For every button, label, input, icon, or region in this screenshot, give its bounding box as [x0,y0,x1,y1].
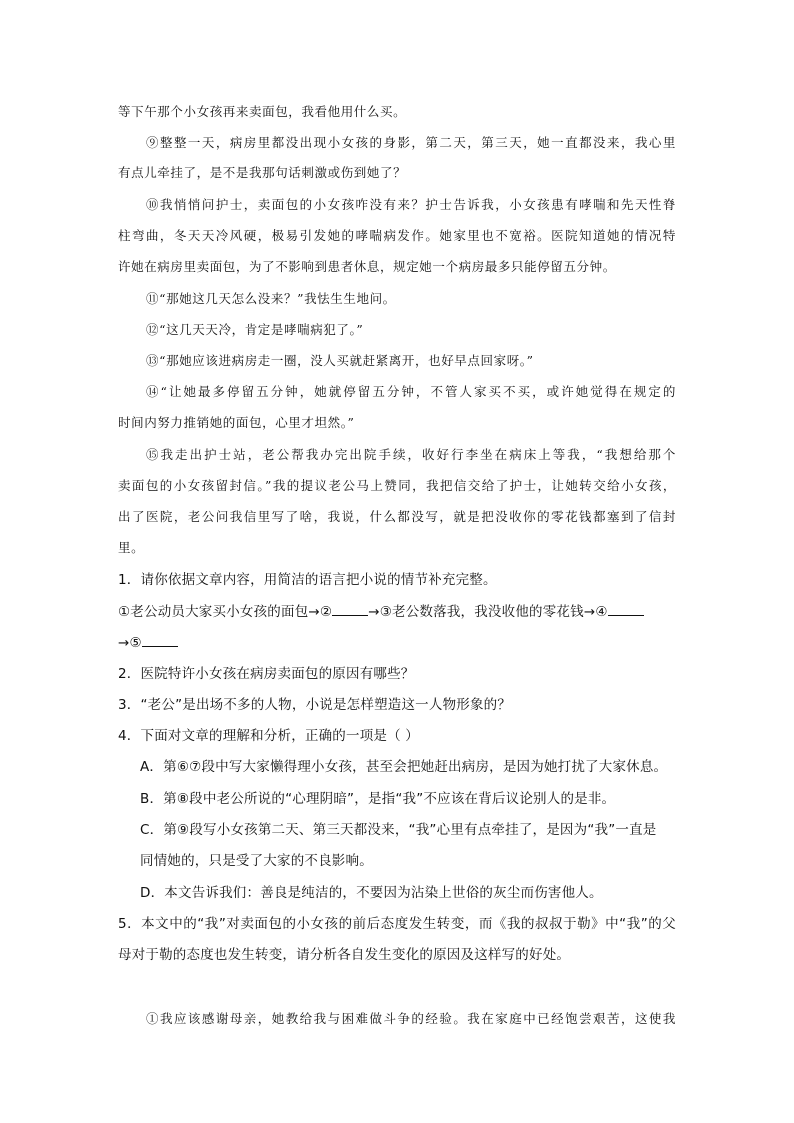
story-line-3: 有点儿牵挂了，是不是我那句话刺激或伤到她了？ [118,165,407,180]
question-4-option-c-line-1: C．第⑨段写小女孩第二天、第三天都没来，“我”心里有点牵挂了，是因为“我”一直是 [140,822,657,838]
story-line-9: ⑬“那她应该进病房走一圈，没人买就赶紧离开，也好早点回家呀。” [146,353,534,368]
question-3: 3．“老公”是出场不多的人物，小说是怎样塑造这一人物形象的？ [118,697,512,713]
question-5-line-2: 母对于勒的态度也发生转变，请分析各自发生变化的原因及这样写的好处。 [118,947,571,963]
story-line-11: 时间内努力推销她的面包，心里才坦然。” [118,415,355,430]
story-line-14: 出了医院，老公问我信里写了啥，我说，什么都没写，就是把没收你的零花钱都塞到了信封 [118,509,676,524]
blank-4[interactable] [608,601,644,616]
question-4-option-d: D．本文告诉我们：善良是纯洁的，不要因为沾染上世俗的灰尘而伤害他人。 [140,885,603,901]
question-1: 1．请你依据文章内容，用简洁的语言把小说的情节补充完整。 [118,572,497,588]
story-line-6: 许她在病房里卖面包，为了不影响到患者休息，规定她一个病房最多只能停留五分钟。 [118,259,616,274]
blank-5[interactable] [142,632,178,647]
story-line-8: ⑫“这几天天冷，肯定是哮喘病犯了。” [146,322,364,337]
story-line-12: ⑮我走出护士站，老公帮我办完出院手续，收好行李坐在病床上等我，“我想给那个 [146,447,676,462]
sequence-part-a: ①老公动员大家买小女孩的面包→② [118,604,333,620]
story-line-2: ⑨整整一天，病房里都没出现小女孩的身影，第二天，第三天，她一直都没来，我心里 [146,135,676,150]
question-1-sequence-end [118,632,676,653]
blank-2[interactable] [332,601,368,616]
sequence-part-b: →③老公数落我，我没收他的零花钱→④ [368,604,608,620]
question-1-sequence [118,601,676,622]
story-line-1: 等下午那个小女孩再来卖面包，我看他用什么买。 [118,104,407,119]
question-4-option-b: B．第⑧段中老公所说的“心理阴暗”，是指“我”不应该在背后议论别人的是非。 [140,791,616,807]
question-2: 2．医院特许小女孩在病房卖面包的原因有哪些？ [118,666,415,682]
question-5-line-1: 5．本文中的“我”对卖面包的小女孩的前后态度发生转变，而《我的叔叔于勒》中“我”的父 [118,916,676,932]
question-4-option-c-line-2: 同情她的，只是受了大家的不良影响。 [140,853,373,869]
sequence-part-c: →⑤ [118,635,142,651]
story-line-5: 柱弯曲，冬天天冷风硬，极易引发她的哮喘病发作。她家里也不宽裕。医院知道她的情况特 [118,228,676,243]
story-line-10: ⑭“让她最多停留五分钟，她就停留五分钟，不管人家买不买，或许她觉得在规定的 [146,384,676,399]
story-line-4: ⑩我悄悄问护士，卖面包的小女孩咋没有来？护士告诉我，小女孩患有哮喘和先天性脊 [146,197,676,212]
story-line-13: 卖面包的小女孩留封信。”我的提议老公马上赞同，我把信交给了护士，让她转交给小女孩， [118,478,676,493]
story-line-15: 里。 [118,540,145,555]
story-line-7: ⑪“那她这几天怎么没来？”我怯生生地问。 [146,291,396,306]
next-passage-line-1: ①我应该感谢母亲，她教给我与困难做斗争的经验。我在家庭中已经饱尝艰苦，这使我 [146,1011,676,1026]
question-4: 4．下面对文章的理解和分析，正确的一项是（ ） [118,728,419,744]
question-4-option-a: A．第⑥⑦段中写大家懒得理小女孩，甚至会把她赶出病房，是因为她打扰了大家休息。 [140,759,668,775]
